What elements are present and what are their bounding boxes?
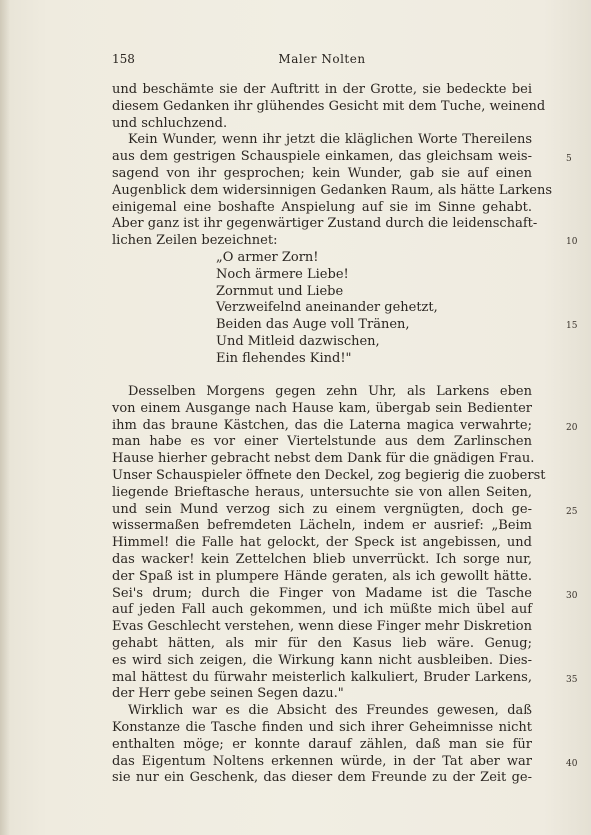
text-line: diesem Gedanken ihr glühendes Gesicht mit dem Tuche, weinend <box>112 98 546 114</box>
text-line: aus dem gestrigen Schauspiele einkamen, das gleichsam weis- <box>112 149 532 165</box>
text-line: Sei's drum; durch die Finger von Madame ist die Tasche <box>112 585 532 601</box>
running-title: Maler Nolten <box>278 52 366 66</box>
poem-line: Und Mitleid dazwischen, <box>216 333 380 349</box>
text-line: und schluchzend. <box>112 115 228 131</box>
line-number-marker: 30 <box>566 591 578 601</box>
text-line: der Spaß ist in plumpere Hände geraten, als ich gewollt hätte. <box>112 568 532 584</box>
poem-line: Verzweifelnd aneinander gehetzt, <box>216 300 438 316</box>
paragraph-1 <box>112 82 553 250</box>
line-number-marker: 10 <box>566 237 578 247</box>
text-line: mal hättest du fürwahr meisterlich kalkuliert, Bruder Larkens, <box>112 669 532 685</box>
page-number: 158 <box>112 52 135 66</box>
poem-line: Zornmut und Liebe <box>216 283 344 299</box>
text-line: liegende Brieftasche heraus, untersuchte sie von allen Seiten, <box>112 484 532 500</box>
text-line: und sein Mund verzog sich zu einem vergnügten, doch ge- <box>112 501 532 517</box>
text-line: von einem Ausgange nach Hause kam, übergab sein Bedienter <box>112 400 532 416</box>
text-line: es wird sich zeigen, die Wirkung kann nicht ausbleiben. Dies- <box>112 652 532 668</box>
text-line: der Herr gebe seinen Segen dazu." <box>112 686 344 702</box>
text-line: gehabt hätten, als mir für den Kasus lieb wäre. Genug; <box>112 635 532 651</box>
text-line: das wacker! kein Zettelchen blieb unverrückt. Ich sorge nur, <box>112 551 532 567</box>
poem-line: „O armer Zorn! <box>216 250 319 265</box>
line-number-marker: 15 <box>566 321 578 331</box>
text-line: das Eigentum Noltens erkennen würde, in der Tat aber war <box>112 753 532 769</box>
text-line: Aber ganz ist ihr gegenwärtiger Zustand durch die leidenschaft- <box>112 216 538 232</box>
text-line: Augenblick dem widersinnigen Gedanken Raum, als hätte Larkens <box>112 182 553 198</box>
text-line: Desselben Morgens gegen zehn Uhr, als Larkens eben <box>128 384 532 399</box>
text-line: Hause hierher gebracht nebst dem Dank für die gnädigen Frau. <box>112 451 535 467</box>
text-line: lichen Zeilen bezeichnet: <box>112 233 278 249</box>
text-line: sagend von ihr gesprochen; kein Wunder, gab sie auf einen <box>112 165 532 181</box>
text-line: und beschämte sie der Auftritt in der Grotte, sie bedeckte bei <box>112 82 532 97</box>
text-line: Unser Schauspieler öffnete den Deckel, zog begierig die zuoberst <box>112 467 546 483</box>
text-line: Himmel! die Falle hat gelockt, der Speck ist angebissen, und <box>112 535 532 551</box>
text-line: Evas Geschlecht verstehen, wenn diese Finger mehr Diskretion <box>112 619 532 635</box>
poem-line: Ein flehendes Kind!" <box>216 350 352 366</box>
paragraph-2 <box>112 384 546 787</box>
text-line: wissermaßen befremdeten Lächeln, indem er ausrief: „Beim <box>112 518 532 534</box>
text-line: man habe es vor einer Viertelstunde aus dem Zarlinschen <box>112 434 532 450</box>
poem-block <box>216 250 546 368</box>
text-line: auf jeden Fall auch gekommen, und ich müßte mich übel auf <box>112 602 532 618</box>
text-line: Konstanze die Tasche finden und sich ihrer Geheimnisse nicht <box>112 719 532 735</box>
text-line: einigemal eine boshafte Anspielung auf sie im Sinne gehabt. <box>112 199 532 215</box>
page-gutter-shadow <box>0 0 10 835</box>
line-number-marker: 20 <box>566 423 578 433</box>
line-number-marker: 25 <box>566 507 578 517</box>
text-line: sie nur ein Geschenk, das dieser dem Freunde zu der Zeit ge- <box>112 770 532 786</box>
line-number-marker: 40 <box>566 759 578 769</box>
line-number-marker: 5 <box>566 154 572 164</box>
text-line: ihm das braune Kästchen, das die Laterna magica verwahrte; <box>112 417 532 433</box>
text-line: enthalten möge; er konnte darauf zählen, daß man sie für <box>112 736 532 752</box>
text-line: Kein Wunder, wenn ihr jetzt die kläglichen Worte Thereilens <box>128 132 532 148</box>
line-number-marker: 35 <box>566 675 578 685</box>
text-line: Wirklich war es die Absicht des Freundes gewesen, daß <box>128 703 532 719</box>
page-header <box>112 52 532 68</box>
poem-line: Noch ärmere Liebe! <box>216 266 349 282</box>
poem-line: Beiden das Auge voll Tränen, <box>216 317 410 333</box>
